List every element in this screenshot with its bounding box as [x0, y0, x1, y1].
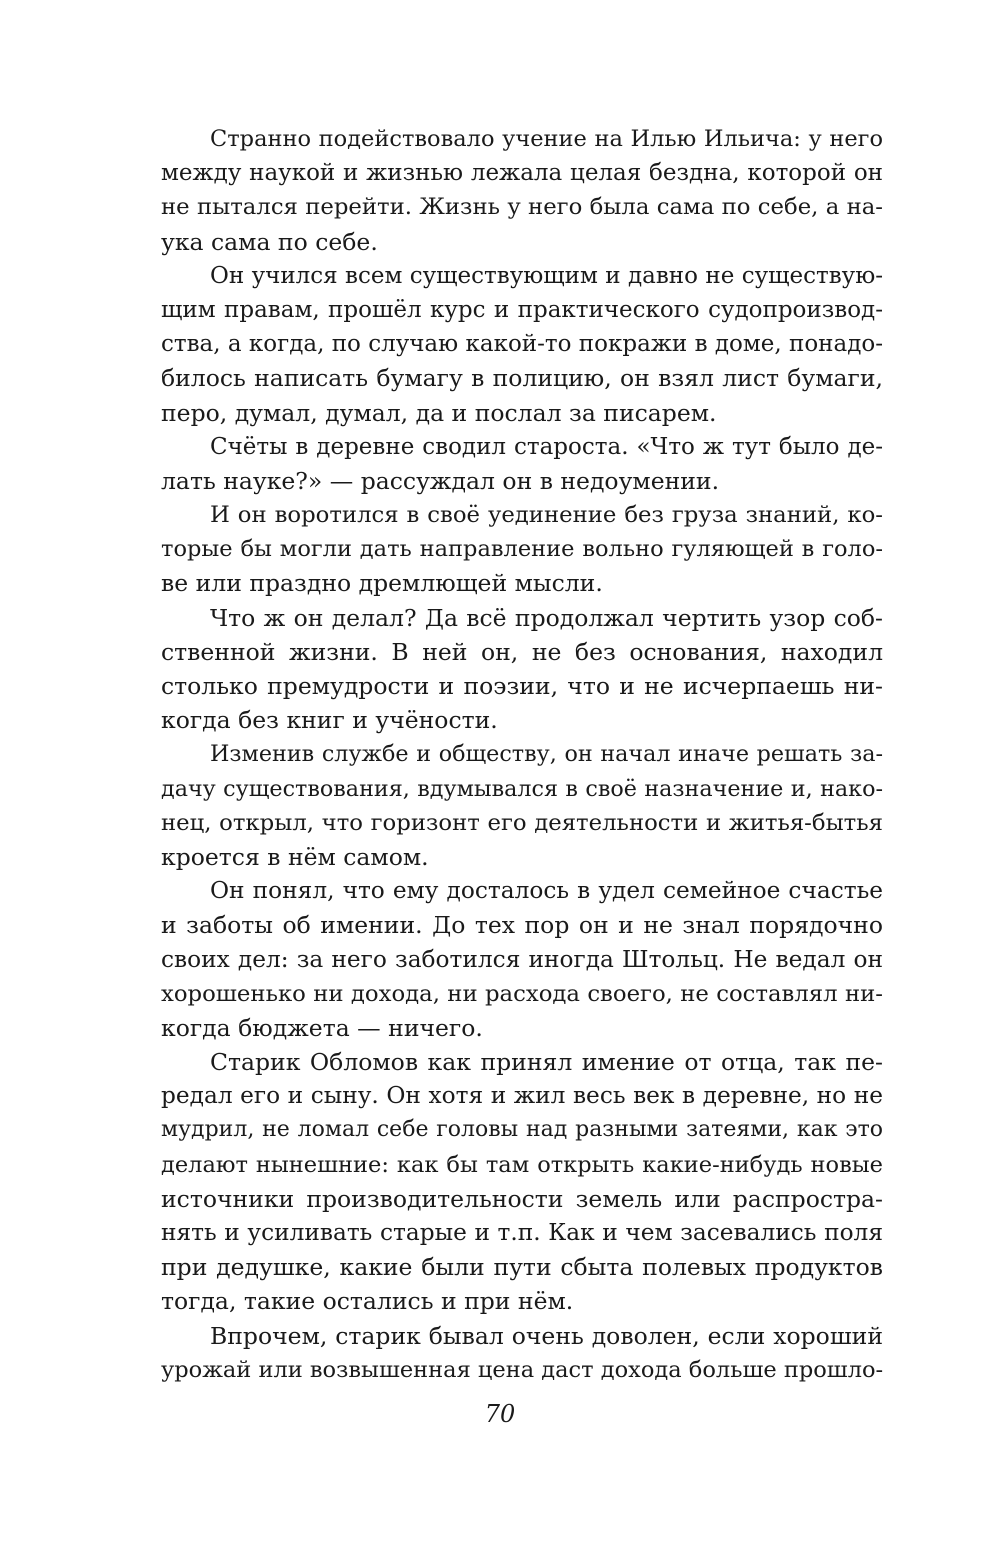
text-line: Странно подействовало учение на Илью Ильича: у него	[210, 126, 883, 152]
text-line: билось написать бумагу в полицию, он взял лист бумаги,	[161, 364, 883, 393]
paragraph	[161, 601, 883, 738]
text-line: дачу существования, вдумывался в своё назначение и, нако-	[161, 775, 883, 802]
text-line: нец, открыл, что горизонт его деятельности и житья-бытья	[161, 809, 883, 836]
text-line: Счёты в деревне сводил староста. «Что ж тут было де-	[210, 433, 883, 460]
page-number: 70	[484, 1400, 516, 1428]
text-line: Он учился всем существующим и давно не существую-	[210, 262, 883, 289]
text-line: торые бы могли дать направление вольно гуляющей в голо-	[161, 536, 883, 563]
text-line: тогда, такие остались и при нём.	[161, 1287, 574, 1316]
text-line: щим правам, прошёл курс и практического судопроизвод-	[161, 296, 883, 323]
paragraph	[161, 498, 883, 601]
text-line: И он воротился в своё уединение без груза знаний, ко-	[210, 502, 883, 529]
text-line: редал его и сыну. Он хотя и жил весь век в деревне, но не	[161, 1082, 883, 1110]
text-line: мудрил, не ломал себе головы над разными затеями, как это	[161, 1117, 883, 1143]
text-line: когда бюджета — ничего.	[161, 1013, 483, 1042]
text-line: нять и усиливать старые и т.п. Как и чем засевались поля	[161, 1219, 883, 1246]
text-line: не пытался перейти. Жизнь у него была сама по себе, а на-	[161, 194, 883, 221]
text-line: при дедушке, какие были пути сбыта полевых продуктов	[161, 1253, 883, 1282]
text-line: урожай или возвышенная цена даст дохода больше прошло-	[161, 1356, 884, 1383]
text-line: когда без книг и учёности.	[161, 706, 498, 735]
paragraph	[161, 122, 883, 259]
text-line: источники производительности земель или распростра-	[161, 1184, 883, 1213]
text-line: столько премудрости и поэзии, что и не исчерпаешь ни-	[161, 672, 883, 700]
text-line: перо, думал, думал, да и послал за писарем.	[161, 398, 717, 427]
paragraph	[161, 430, 883, 498]
text-line: своих дел: за него заботился иногда Штольц. Не ведал он	[161, 945, 883, 973]
text-line: ственной жизни. В ней он, не без основания, находил	[161, 637, 883, 666]
text-line: между наукой и жизнью лежала целая бездна, которой он	[161, 160, 883, 187]
text-line: Впрочем, старик бывал очень доволен, если хороший	[210, 1321, 883, 1350]
text-line: кроется в нём самом.	[161, 842, 429, 871]
paragraph	[161, 1319, 883, 1387]
paragraph	[161, 737, 883, 874]
text-line: лать науке?» — рассуждал он в недоумении.	[161, 466, 720, 495]
text-line: ука сама по себе.	[161, 227, 378, 256]
text-line: Он понял, что ему досталось в удел семейное счастье	[210, 877, 883, 905]
text-line: Изменив службе и обществу, он начал иначе решать за-	[210, 741, 883, 768]
paragraph	[161, 259, 883, 430]
paragraph	[161, 1045, 883, 1319]
text-line: Старик Обломов как принял имение от отца, так пе-	[210, 1048, 883, 1077]
text-line: ве или праздно дремлющей мысли.	[161, 569, 603, 598]
text-line: делают нынешние: как бы там открыть какие-нибудь новые	[161, 1151, 883, 1178]
text-line: хорошенько ни дохода, ни расхода своего, не составлял ни-	[161, 980, 883, 1007]
text-line: и заботы об имении. До тех пор он и не знал порядочно	[161, 911, 883, 940]
text-line: Что ж он делал? Да всё продолжал чертить узор соб-	[210, 603, 883, 632]
paragraph	[161, 874, 883, 1045]
text-line: ства, а когда, по случаю какой-то покражи в доме, понадо-	[161, 331, 883, 358]
body-text	[161, 122, 883, 1387]
